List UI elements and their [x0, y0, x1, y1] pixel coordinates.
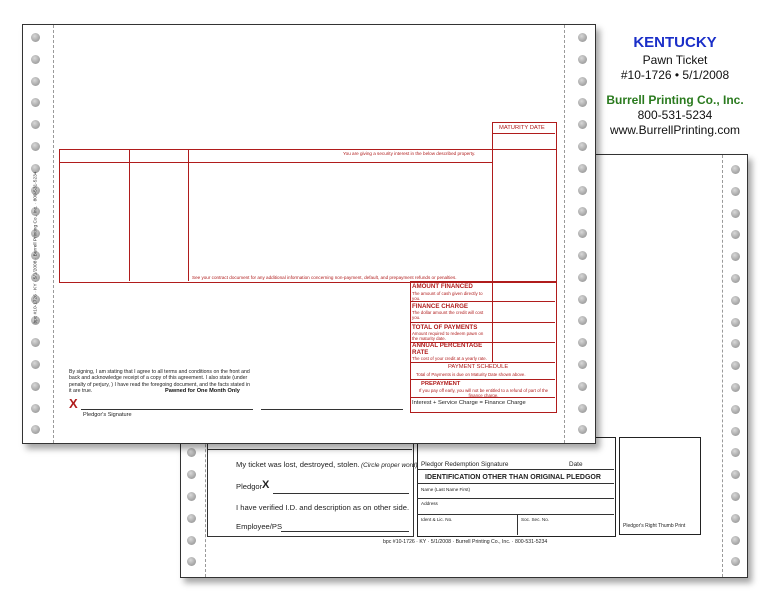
- tractor-hole: [731, 296, 740, 305]
- divider: [207, 449, 412, 450]
- collateral-table: [59, 149, 557, 283]
- tractor-hole: [187, 557, 196, 566]
- back-footer-code: bpc #10-1726 · KY · 5/1/2008 · Burrell Printing Co., Inc. · 800-531-5234: [383, 539, 548, 545]
- pledgors-signature-label: Pledgor's Signature: [83, 412, 132, 418]
- tractor-hole: [731, 448, 740, 457]
- employee-label: Employee/PS: [236, 522, 283, 531]
- pawned-for-text: Pawned for One Month Only: [165, 388, 240, 394]
- tractor-hole: [578, 164, 587, 173]
- signing-statement: By signing, I am stating that I agree to all terms and conditions on the front and back and acknowledge receipt of a copy of this agreement. I also state (under penalty of perjury, ) I have read the foregoing document, and the facts stated in it are true.: [69, 369, 250, 395]
- tractor-hole: [731, 427, 740, 436]
- tractor-hole: [731, 252, 740, 261]
- tractor-hole: [578, 295, 587, 304]
- pledgor-x-mark: X: [262, 479, 270, 491]
- tractor-hole: [578, 360, 587, 369]
- finance-charge-desc: The dollar amount the credit will cost you.: [412, 310, 484, 320]
- company-name: Burrell Printing Co., Inc.: [606, 93, 744, 107]
- prepayment-desc: If you pay off early, you will not be entitled to a refund of part of the finance charge.: [418, 388, 549, 398]
- tractor-hole: [578, 142, 587, 151]
- right-perforation: [722, 155, 723, 577]
- tractor-hole: [31, 120, 40, 129]
- divider: [417, 498, 614, 499]
- tractor-hole: [578, 338, 587, 347]
- tractor-hole: [187, 492, 196, 501]
- tractor-hole: [731, 536, 740, 545]
- tractor-hole: [31, 33, 40, 42]
- company-phone: 800-531-5234: [637, 108, 713, 122]
- pledgor-signature-line[interactable]: [273, 493, 409, 494]
- tractor-hole: [578, 120, 587, 129]
- tractor-hole: [31, 77, 40, 86]
- maturity-date-box: [492, 122, 557, 283]
- pledgor-label: Pledgor: [236, 482, 263, 491]
- contract-note: See your contract document for any additional information concerning non-payment, default, and prepayment refunds or penalties.: [192, 275, 457, 280]
- tractor-hole: [731, 557, 740, 566]
- pledgor-signature-line[interactable]: [81, 409, 253, 410]
- tractor-hole: [578, 33, 587, 42]
- soc-sec-label: Soc. Sec. No.: [521, 517, 550, 522]
- row-divider: [410, 301, 555, 302]
- tractor-hole: [731, 492, 740, 501]
- row-divider: [59, 162, 492, 163]
- document-type: Pawn Ticket: [642, 53, 708, 67]
- tractor-hole: [578, 382, 587, 391]
- row-divider: [410, 379, 555, 380]
- column-divider: [129, 149, 130, 281]
- divider: [417, 483, 614, 484]
- tractor-hole: [731, 318, 740, 327]
- tractor-hole: [731, 405, 740, 414]
- amount-financed-desc: The amount of cash given directly to you.: [412, 291, 483, 301]
- tractor-hole: [731, 383, 740, 392]
- divider: [417, 514, 614, 515]
- right-tractor-strip: [725, 155, 747, 577]
- tractor-hole: [31, 360, 40, 369]
- thumb-print-label: Pledgor's Right Thumb Print: [623, 523, 686, 529]
- tractor-hole: [578, 77, 587, 86]
- finance-charge-label: FINANCE CHARGE: [412, 303, 469, 310]
- thumb-print-box: [619, 437, 701, 535]
- employee-signature-line[interactable]: [281, 531, 409, 532]
- tractor-hole: [578, 229, 587, 238]
- row-divider: [492, 133, 555, 134]
- tractor-hole: [578, 404, 587, 413]
- tractor-hole: [731, 470, 740, 479]
- prepayment-label: PREPAYMENT: [421, 381, 461, 387]
- tractor-hole: [31, 55, 40, 64]
- front-sheet: [22, 24, 596, 444]
- tractor-hole: [31, 382, 40, 391]
- tractor-hole: [578, 186, 587, 195]
- redemption-signature-label: Pledgor Redemption Signature: [421, 461, 509, 468]
- row-divider: [410, 322, 555, 323]
- apr-label: ANNUAL PERCENTAGE RATE: [412, 342, 483, 356]
- tractor-hole: [187, 514, 196, 523]
- ident-lic-label: Ident & Lic. No.: [421, 517, 453, 522]
- tractor-hole: [578, 55, 587, 64]
- tractor-hole: [187, 448, 196, 457]
- form-number: #10-1726 • 5/1/2008: [620, 68, 730, 82]
- tractor-hole: [187, 536, 196, 545]
- tractor-hole: [731, 230, 740, 239]
- payment-schedule-desc: Total of Payments is due on Maturity Date shown above.: [416, 372, 526, 377]
- amount-financed-label: AMOUNT FINANCED: [412, 283, 473, 290]
- tractor-hole: [578, 425, 587, 434]
- right-tractor-strip: [571, 25, 595, 443]
- right-perforation: [564, 25, 565, 443]
- tractor-hole: [731, 361, 740, 370]
- finance-charge-formula: Interest + Service Charge = Finance Charge: [412, 400, 526, 406]
- company-website[interactable]: www.BurrellPrinting.com: [609, 123, 741, 137]
- tractor-hole: [731, 209, 740, 218]
- total-payments-desc: Amount required to redeem pawn on the maturity date.: [412, 331, 484, 341]
- payment-schedule-label: PAYMENT SCHEDULE: [448, 364, 509, 370]
- redemption-date-label: Date: [569, 461, 583, 468]
- apr-desc: The cost of your credit at a yearly rate.: [412, 356, 487, 361]
- second-signature-line[interactable]: [261, 409, 403, 410]
- row-divider: [410, 362, 555, 363]
- row-divider: [410, 397, 555, 398]
- tractor-hole: [731, 339, 740, 348]
- tractor-hole: [31, 338, 40, 347]
- state-title: KENTUCKY: [633, 34, 717, 51]
- tractor-hole: [31, 425, 40, 434]
- divider: [517, 514, 518, 535]
- side-form-code: bpc #10-1726 · KY · 5/1/2008 · Burrell Printing Co., Inc. · 800-531-5234: [33, 171, 39, 324]
- signature-x-mark: X: [69, 396, 78, 411]
- tractor-hole: [578, 316, 587, 325]
- name-label: Name (Last Name First): [421, 487, 471, 492]
- column-divider: [188, 149, 189, 281]
- divider: [417, 469, 614, 470]
- verified-id-text: I have verified I.D. and description as on other side.: [236, 503, 410, 512]
- left-perforation: [53, 25, 54, 443]
- ticket-lost-text: My ticket was lost, destroyed, stolen.: [236, 460, 360, 469]
- total-payments-label: TOTAL OF PAYMENTS: [412, 324, 478, 331]
- tractor-hole: [731, 165, 740, 174]
- tractor-hole: [578, 207, 587, 216]
- tractor-hole: [187, 470, 196, 479]
- tractor-hole: [578, 98, 587, 107]
- maturity-date-label: MATURITY DATE: [499, 125, 545, 131]
- circle-word-note: (Circle proper word): [361, 462, 418, 469]
- tractor-hole: [578, 251, 587, 260]
- tractor-hole: [31, 142, 40, 151]
- address-label: Address: [421, 501, 438, 506]
- tractor-hole: [578, 273, 587, 282]
- tractor-hole: [731, 274, 740, 283]
- tractor-hole: [731, 187, 740, 196]
- security-interest-note: You are giving a security interest in the below described property.: [343, 151, 476, 156]
- tractor-hole: [31, 98, 40, 107]
- tractor-hole: [31, 404, 40, 413]
- id-heading: IDENTIFICATION OTHER THAN ORIGINAL PLEDGOR: [425, 474, 601, 481]
- tractor-hole: [731, 514, 740, 523]
